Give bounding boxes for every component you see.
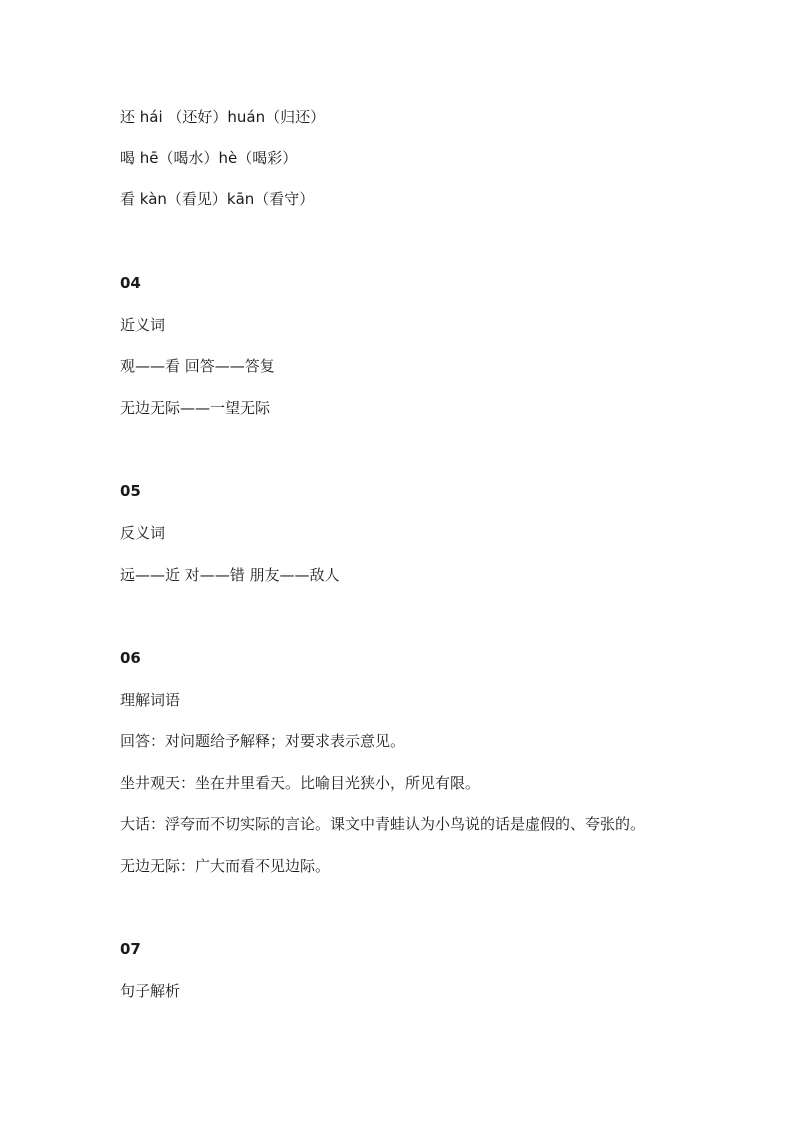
- section-title: 反义词: [120, 524, 166, 542]
- section-line: 回答：对问题给予解释；对要求表示意见。: [120, 732, 406, 750]
- section-title: 近义词: [120, 316, 166, 334]
- polyphone-line: 喝 hē（喝水）hè（喝彩）: [120, 149, 298, 167]
- section-line: 无边无际——一望无际: [120, 399, 271, 417]
- polyphone-line: 还 hái （还好）huán（归还）: [120, 108, 326, 126]
- section-line: 坐井观天：坐在井里看天。比喻目光狭小，所见有限。: [120, 774, 481, 792]
- section-line: 观——看 回答——答复: [120, 357, 275, 375]
- section-title: 理解词语: [120, 691, 181, 709]
- section-number: 07: [120, 940, 141, 958]
- section-number: 05: [120, 482, 141, 500]
- section-line: 无边无际：广大而看不见边际。: [120, 857, 331, 875]
- polyphone-line: 看 kàn（看见）kān（看守）: [120, 190, 315, 208]
- section-number: 04: [120, 274, 141, 292]
- section-line: 远——近 对——错 朋友——敌人: [120, 566, 340, 584]
- section-line: 大话：浮夸而不切实际的言论。课文中青蛙认为小鸟说的话是虚假的、夸张的。: [120, 815, 646, 833]
- section-title: 句子解析: [120, 982, 181, 1000]
- section-number: 06: [120, 649, 141, 667]
